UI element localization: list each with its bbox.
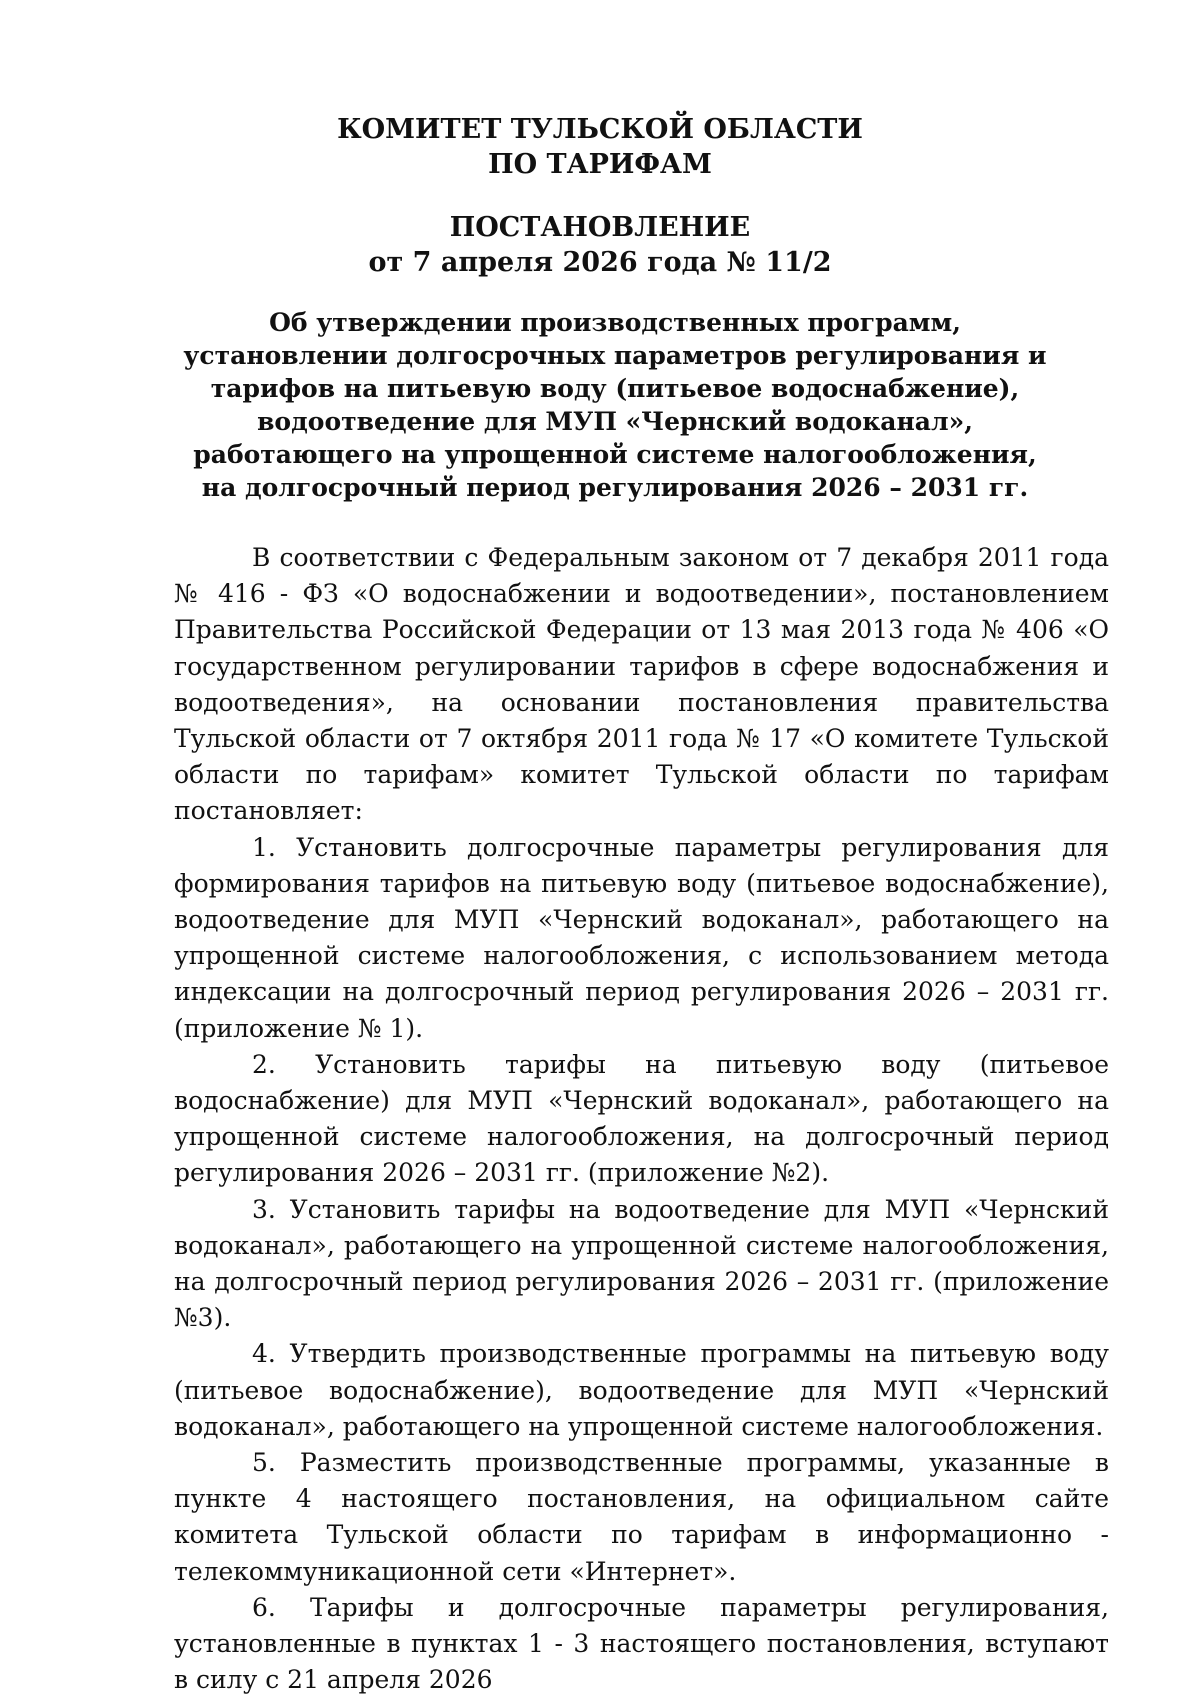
intro-paragraph: В соответствии с Федеральным законом от 7 декабря 2011 года № 416 - ФЗ «О водоснабжении и водоотведении», постановлением Правительства Российской Федерации от 13 мая 2013 года № 406 «О государственном регулировании тарифов в сфере водоснабжения и водоотведения», на основании постановления правительства Тульской области от 7 октября 2011 года № 17 «О комитете Тульской области по тарифам» комитет Тульской области по тарифам постановляет:: [174, 543, 1109, 826]
org-name-line-2: ПО ТАРИФАМ: [488, 149, 712, 180]
item-paragraph-5: 5. Разместить производственные программы, указанные в пункте 4 настоящего постановления, на официальном сайте комитета Тульской области по тарифам в информационно - телекоммуникационной сети «Интернет».: [174, 1448, 1109, 1586]
document-subject: Об утверждении производственных программ, установлении долгосрочных параметров регулирования и тарифов на питьевую воду (питьевое водоснабжение), водоотведение для МУП «Чернский водоканал», работающего на упрощенной системе налогообложения, на долгосрочный период регулирования 2026 – 2031 гг.: [183, 308, 1047, 502]
document-date-number: от 7 апреля 2026 года № 11/2: [368, 247, 832, 278]
item-paragraph-6: 6. Тарифы и долгосрочные параметры регулирования, установленные в пунктах 1 - 3 настоящего постановления, вступают в силу с 21 апреля 2026: [174, 1592, 1109, 1695]
organization-header: [0, 112, 1200, 182]
item-paragraph-4: 4. Утвердить производственные программы на питьевую воду (питьевое водоснабжение), водоотведение для МУП «Чернский водоканал», работающего на упрощенной системе налогообложения.: [174, 1339, 1109, 1441]
document-body: [174, 540, 1109, 1699]
item-paragraph-3: 3. Установить тарифы на водоотведение для МУП «Чернский водоканал», работающего на упрощенной системе налогообложения, на долгосрочный период регулирования 2026 – 2031 гг. (приложение №3).: [174, 1194, 1109, 1333]
decree-header: [0, 210, 1200, 280]
org-name-line-1: КОМИТЕТ ТУЛЬСКОЙ ОБЛАСТИ: [337, 114, 863, 145]
document-type: ПОСТАНОВЛЕНИЕ: [449, 212, 751, 243]
item-paragraph-2: 2. Установить тарифы на питьевую воду (питьевое водоснабжение) для МУП «Чернский водоканал», работающего на упрощенной системе налогообложения, на долгосрочный период регулирования 2026 – 2031 гг. (приложение №2).: [174, 1049, 1109, 1188]
item-paragraph-1: 1. Установить долгосрочные параметры регулирования для формирования тарифов на питьевую воду (питьевое водоснабжение), водоотведение для МУП «Чернский водоканал», работающего на упрощенной системе налогообложения, с использованием метода индексации на долгосрочный период регулирования 2026 – 2031 гг. (приложение № 1).: [174, 832, 1109, 1043]
